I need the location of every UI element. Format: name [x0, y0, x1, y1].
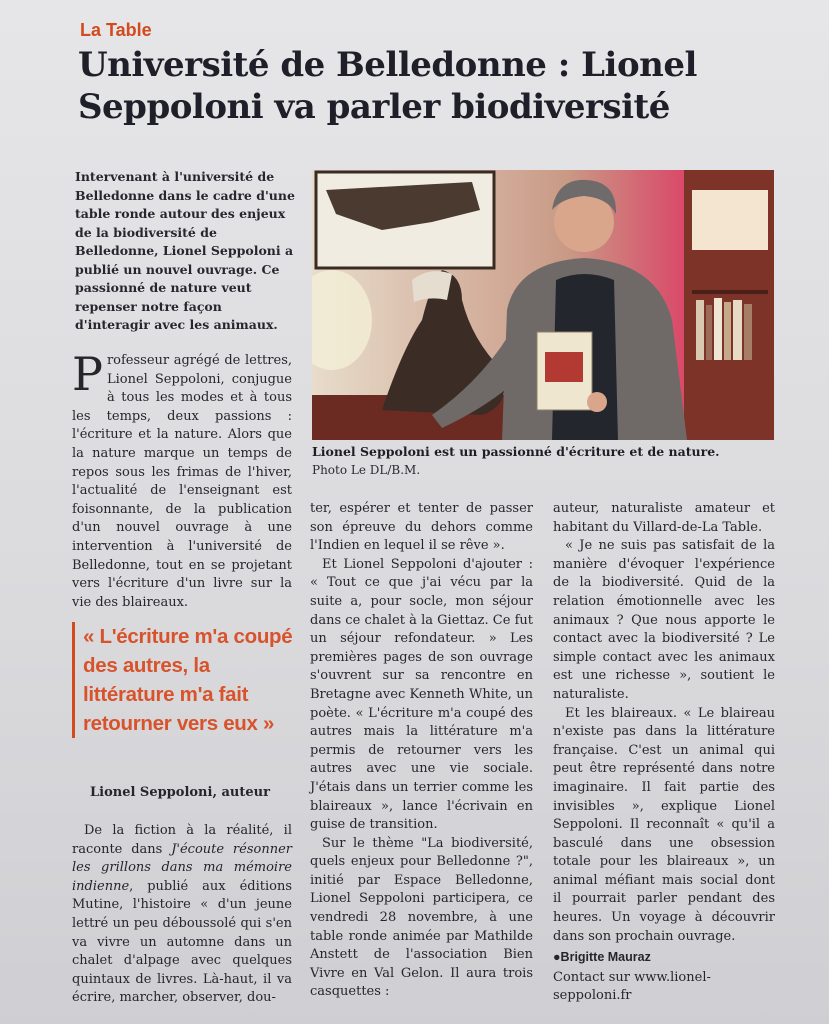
paragraph-biodiversity-quote: « Je ne suis pas satisfait de la manière d'évoquer l'expérience de la biodiversité. Quid de la relation émotionnelle avec les animaux ? Que nous apporte le contact avec la biodiversité ? Le simple contact avec les animaux est une richesse », soutient le naturaliste.	[553, 538, 775, 702]
column-3-body	[553, 500, 775, 1006]
photo-illustration	[312, 170, 774, 440]
section-rubric: La Table	[80, 20, 152, 40]
paragraph-fiction-start: De la fiction à la réalité, il raconte dans	[72, 823, 292, 857]
paragraph-fiction-end: , publié aux éditions Mutine, l'histoire « d'un jeune lettré un peu déboussolé qui s'en va vivre un automne dans un chalet d'alpage avec quelques quintaux de livres. Là-haut, il va écrire, marcher, observer, dou-	[72, 878, 292, 1006]
article-headline: Université de Belledonne : Lionel Seppoloni va parler biodiversité	[78, 45, 697, 127]
author-signature: ●Brigitte Mauraz	[553, 950, 651, 965]
article-photo	[312, 170, 774, 440]
column-2-body	[310, 500, 533, 1002]
book-title: J'écoute résonner les grillons dans ma mémoire indienne	[72, 841, 292, 894]
drop-cap: P	[72, 347, 103, 401]
photo-caption: Lionel Seppoloni est un passionné d'écriture et de nature.	[312, 444, 720, 459]
photo-credit: Photo Le DL/B.M.	[312, 463, 421, 477]
pull-quote: « L'écriture m'a coupé des autres, la littérature m'a fait retourner vers eux »	[72, 622, 303, 738]
article-lead: Intervenant à l'université de Belledonne dans le cadre d'une table ronde autour des enjeux de la biodiversité de Belledonne, Lionel Seppoloni a publié un nouvel ouvrage. Ce passionné de nature veut repenser notre façon d'interagir avec les animaux.	[75, 169, 295, 332]
pull-quote-author: Lionel Seppoloni, auteur	[90, 785, 270, 800]
paragraph-quote-giettaz: Et Lionel Seppoloni d'ajouter : « Tout ce que j'ai vécu par la suite a, pour socle, mon séjour dans ce chalet à la Giettaz. Ce fut un séjour refondateur. » Les premières pages de son ouvrage s'ouvrent sur sa rencontre en Bretagne avec Kenneth White, un poète. « L'écriture m'a coupé des autres mais la littérature m'a permis de retourner vers les autres avec une vie sociale. J'étais dans un terrier comme les blaireaux », lance l'écrivain en guise de transition.	[310, 556, 533, 833]
paragraph-roles: auteur, naturaliste amateur et habitant du Villard-de-La Table.	[553, 501, 775, 535]
paragraph-round-table: Sur le thème "La biodiversité, quels enjeux pour Belledonne ?", initié par Espace Belledonne, Lionel Seppoloni participera, ce vendredi 28 novembre, à une table ronde animée par Mathilde Anstett de l'association Bien Vivre en Val Gelon. Il aura trois casquettes :	[310, 835, 533, 1000]
contact-line: Contact sur www.lionel-seppoloni.fr	[553, 969, 711, 1004]
column-1-continued	[72, 822, 292, 1008]
paragraph-continuation: ter, espérer et tenter de passer son épreuve du dehors comme l'Indien en lequel il se rêve ».	[310, 501, 533, 554]
paragraph-intro: rofesseur agrégé de lettres, Lionel Seppoloni, conjugue à tous les modes et à tous les temps, deux passions : l'écriture et la nature. Alors que la nature marque un temps de repos sous les frimas de l'hiver, l'actualité de l'enseignant est foisonnante, de la publication d'un nouvel ouvrage à une intervention à l'université de Belledonne, tout en se projetant vers l'écriture d'un livre sur la vie des blaireaux.	[72, 353, 292, 610]
column-1-body	[72, 347, 292, 612]
paragraph-badgers: Et les blaireaux. « Le blaireau n'existe pas dans la littérature française. C'est un animal qui peut être représenté dans notre imaginaire. Il fait partie des invisibles », explique Lionel Seppoloni. Il reconnaît « qu'il a basculé dans une obsession totale pour les blaireaux », un animal méfiant mais social dont il pourrait parler pendant des heures. Un voyage à découvrir dans son prochain ouvrage.	[553, 705, 775, 944]
